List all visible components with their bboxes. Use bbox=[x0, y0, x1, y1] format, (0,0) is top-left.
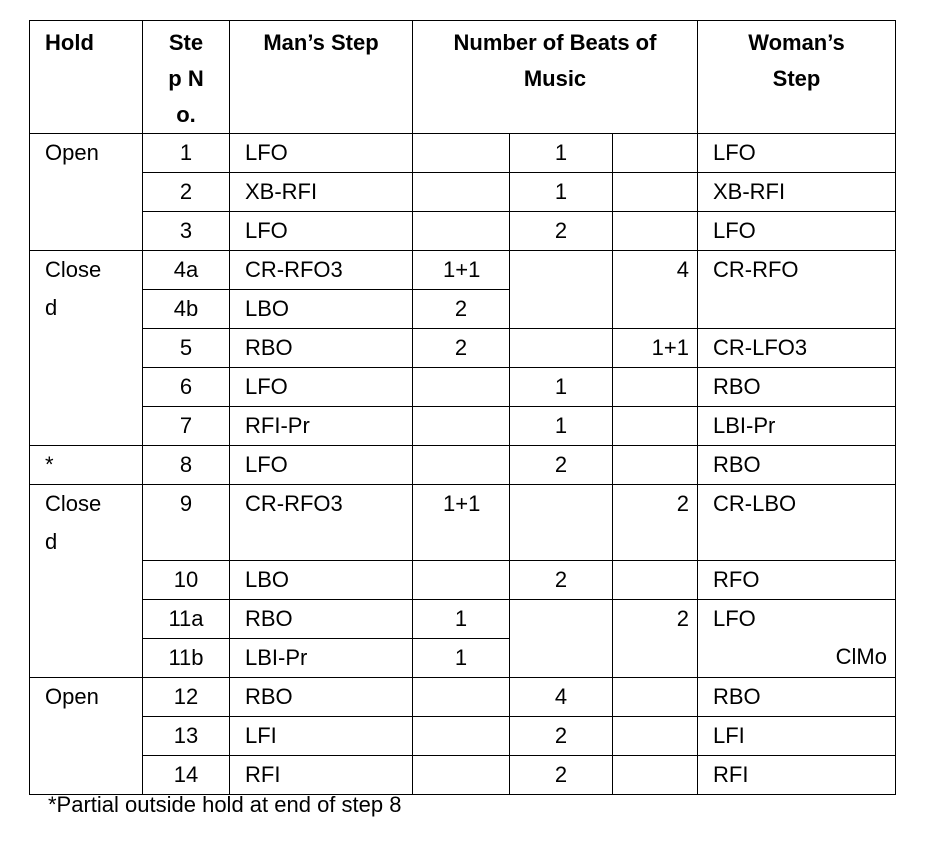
mans-step-cell: RBO bbox=[230, 329, 413, 368]
beats-left-cell bbox=[413, 212, 510, 251]
table-row bbox=[30, 485, 896, 561]
beats-right-cell bbox=[613, 756, 698, 795]
dance-steps-table bbox=[29, 20, 896, 795]
beats-right-cell bbox=[613, 561, 698, 600]
step-no-cell: 12 bbox=[143, 678, 230, 717]
table-row bbox=[30, 251, 896, 290]
hold-cell: Open bbox=[30, 134, 143, 251]
header-row bbox=[30, 21, 896, 134]
step-no-cell: 9 bbox=[143, 485, 230, 561]
womans-step-cell: RFI bbox=[698, 756, 896, 795]
beats-left-cell bbox=[413, 368, 510, 407]
mans-step-cell: LFO bbox=[230, 212, 413, 251]
step-no-cell: 5 bbox=[143, 329, 230, 368]
header-step-no-text: Ste p No. bbox=[168, 30, 204, 127]
womans-step-cell: LFO bbox=[698, 134, 896, 173]
beats-right-cell bbox=[613, 678, 698, 717]
beats-left-cell: 1+1 bbox=[413, 485, 510, 561]
header-mans-step: Man’s Step bbox=[230, 21, 413, 134]
mans-step-cell: RFI-Pr bbox=[230, 407, 413, 446]
step-no-cell: 11a bbox=[143, 600, 230, 639]
step-no-cell: 11b bbox=[143, 639, 230, 678]
beats-mid-cell bbox=[510, 251, 613, 329]
beats-mid-cell: 2 bbox=[510, 561, 613, 600]
step-no-cell: 8 bbox=[143, 446, 230, 485]
table-row bbox=[30, 329, 896, 368]
beats-left-cell: 1 bbox=[413, 639, 510, 678]
table-row bbox=[30, 134, 896, 173]
beats-left-cell bbox=[413, 407, 510, 446]
mans-step-cell: RBO bbox=[230, 678, 413, 717]
table-row bbox=[30, 678, 896, 717]
beats-left-cell bbox=[413, 446, 510, 485]
beats-right-cell: 1+1 bbox=[613, 329, 698, 368]
header-beats: Number of Beats of Music bbox=[413, 21, 698, 134]
beats-right-cell: 4 bbox=[613, 251, 698, 329]
mans-step-cell: LBO bbox=[230, 561, 413, 600]
womans-step-note: ClMo bbox=[835, 644, 887, 669]
mans-step-cell: CR-RFO3 bbox=[230, 251, 413, 290]
step-no-cell: 13 bbox=[143, 717, 230, 756]
beats-mid-cell: 2 bbox=[510, 446, 613, 485]
step-no-cell: 7 bbox=[143, 407, 230, 446]
beats-left-cell bbox=[413, 134, 510, 173]
beats-mid-cell: 1 bbox=[510, 134, 613, 173]
step-no-cell: 10 bbox=[143, 561, 230, 600]
table-row bbox=[30, 600, 896, 639]
beats-mid-cell: 2 bbox=[510, 717, 613, 756]
beats-left-cell: 2 bbox=[413, 329, 510, 368]
hold-cell bbox=[30, 485, 143, 678]
beats-mid-cell: 4 bbox=[510, 678, 613, 717]
beats-left-cell bbox=[413, 561, 510, 600]
table-row bbox=[30, 212, 896, 251]
mans-step-cell: LFI bbox=[230, 717, 413, 756]
womans-step-cell: RBO bbox=[698, 446, 896, 485]
beats-left-cell bbox=[413, 756, 510, 795]
beats-right-cell bbox=[613, 212, 698, 251]
womans-step-cell: LFO bbox=[698, 212, 896, 251]
step-no-cell: 1 bbox=[143, 134, 230, 173]
womans-step-cell: LFI bbox=[698, 717, 896, 756]
table-row bbox=[30, 407, 896, 446]
table-row bbox=[30, 368, 896, 407]
table-row bbox=[30, 173, 896, 212]
beats-left-cell: 1 bbox=[413, 600, 510, 639]
beats-mid-cell: 1 bbox=[510, 407, 613, 446]
mans-step-cell: RBO bbox=[230, 600, 413, 639]
step-no-cell: 4b bbox=[143, 290, 230, 329]
hold-text: Close d bbox=[45, 257, 102, 320]
beats-right-cell bbox=[613, 446, 698, 485]
beats-right-cell bbox=[613, 407, 698, 446]
step-no-cell: 14 bbox=[143, 756, 230, 795]
beats-left-cell: 1+1 bbox=[413, 251, 510, 290]
mans-step-cell: CR-RFO3 bbox=[230, 485, 413, 561]
beats-mid-cell: 2 bbox=[510, 756, 613, 795]
mans-step-cell: LFO bbox=[230, 134, 413, 173]
beats-mid-cell: 1 bbox=[510, 173, 613, 212]
beats-right-cell bbox=[613, 173, 698, 212]
beats-mid-cell bbox=[510, 329, 613, 368]
hold-cell: Open bbox=[30, 678, 143, 795]
header-hold: Hold bbox=[30, 21, 143, 134]
beats-left-cell bbox=[413, 717, 510, 756]
womans-step-cell: CR-RFO bbox=[698, 251, 896, 329]
footnote: *Partial outside hold at end of step 8 bbox=[48, 792, 402, 817]
womans-step-cell: XB-RFI bbox=[698, 173, 896, 212]
beats-right-cell: 2 bbox=[613, 485, 698, 561]
womans-step-cell: CR-LFO3 bbox=[698, 329, 896, 368]
womans-step-cell: RBO bbox=[698, 368, 896, 407]
mans-step-cell: LBI-Pr bbox=[230, 639, 413, 678]
beats-mid-cell: 1 bbox=[510, 368, 613, 407]
mans-step-cell: LFO bbox=[230, 368, 413, 407]
womans-step-cell: LBI-Pr bbox=[698, 407, 896, 446]
womans-step-cell: RBO bbox=[698, 678, 896, 717]
beats-mid-cell bbox=[510, 600, 613, 678]
hold-cell bbox=[30, 251, 143, 446]
table-row bbox=[30, 446, 896, 485]
womans-step-text: LFO bbox=[713, 606, 756, 631]
womans-step-cell: RFO bbox=[698, 561, 896, 600]
womans-step-cell bbox=[698, 600, 896, 678]
womans-step-cell: CR-LBO bbox=[698, 485, 896, 561]
beats-left-cell bbox=[413, 173, 510, 212]
beats-mid-cell: 2 bbox=[510, 212, 613, 251]
header-step-no bbox=[143, 21, 230, 134]
mans-step-cell: RFI bbox=[230, 756, 413, 795]
step-no-cell: 3 bbox=[143, 212, 230, 251]
header-womans-step bbox=[698, 21, 896, 134]
step-no-cell: 4a bbox=[143, 251, 230, 290]
beats-right-cell bbox=[613, 368, 698, 407]
hold-cell: * bbox=[30, 446, 143, 485]
step-no-cell: 2 bbox=[143, 173, 230, 212]
beats-mid-cell bbox=[510, 485, 613, 561]
mans-step-cell: XB-RFI bbox=[230, 173, 413, 212]
mans-step-cell: LBO bbox=[230, 290, 413, 329]
table-row bbox=[30, 717, 896, 756]
table-row bbox=[30, 756, 896, 795]
step-no-cell: 6 bbox=[143, 368, 230, 407]
header-womans-step-text: Woman’s Step bbox=[748, 30, 845, 91]
table-row bbox=[30, 561, 896, 600]
beats-right-cell: 2 bbox=[613, 600, 698, 678]
beats-left-cell: 2 bbox=[413, 290, 510, 329]
beats-right-cell bbox=[613, 134, 698, 173]
beats-right-cell bbox=[613, 717, 698, 756]
beats-left-cell bbox=[413, 678, 510, 717]
hold-text: Close d bbox=[45, 491, 102, 554]
mans-step-cell: LFO bbox=[230, 446, 413, 485]
